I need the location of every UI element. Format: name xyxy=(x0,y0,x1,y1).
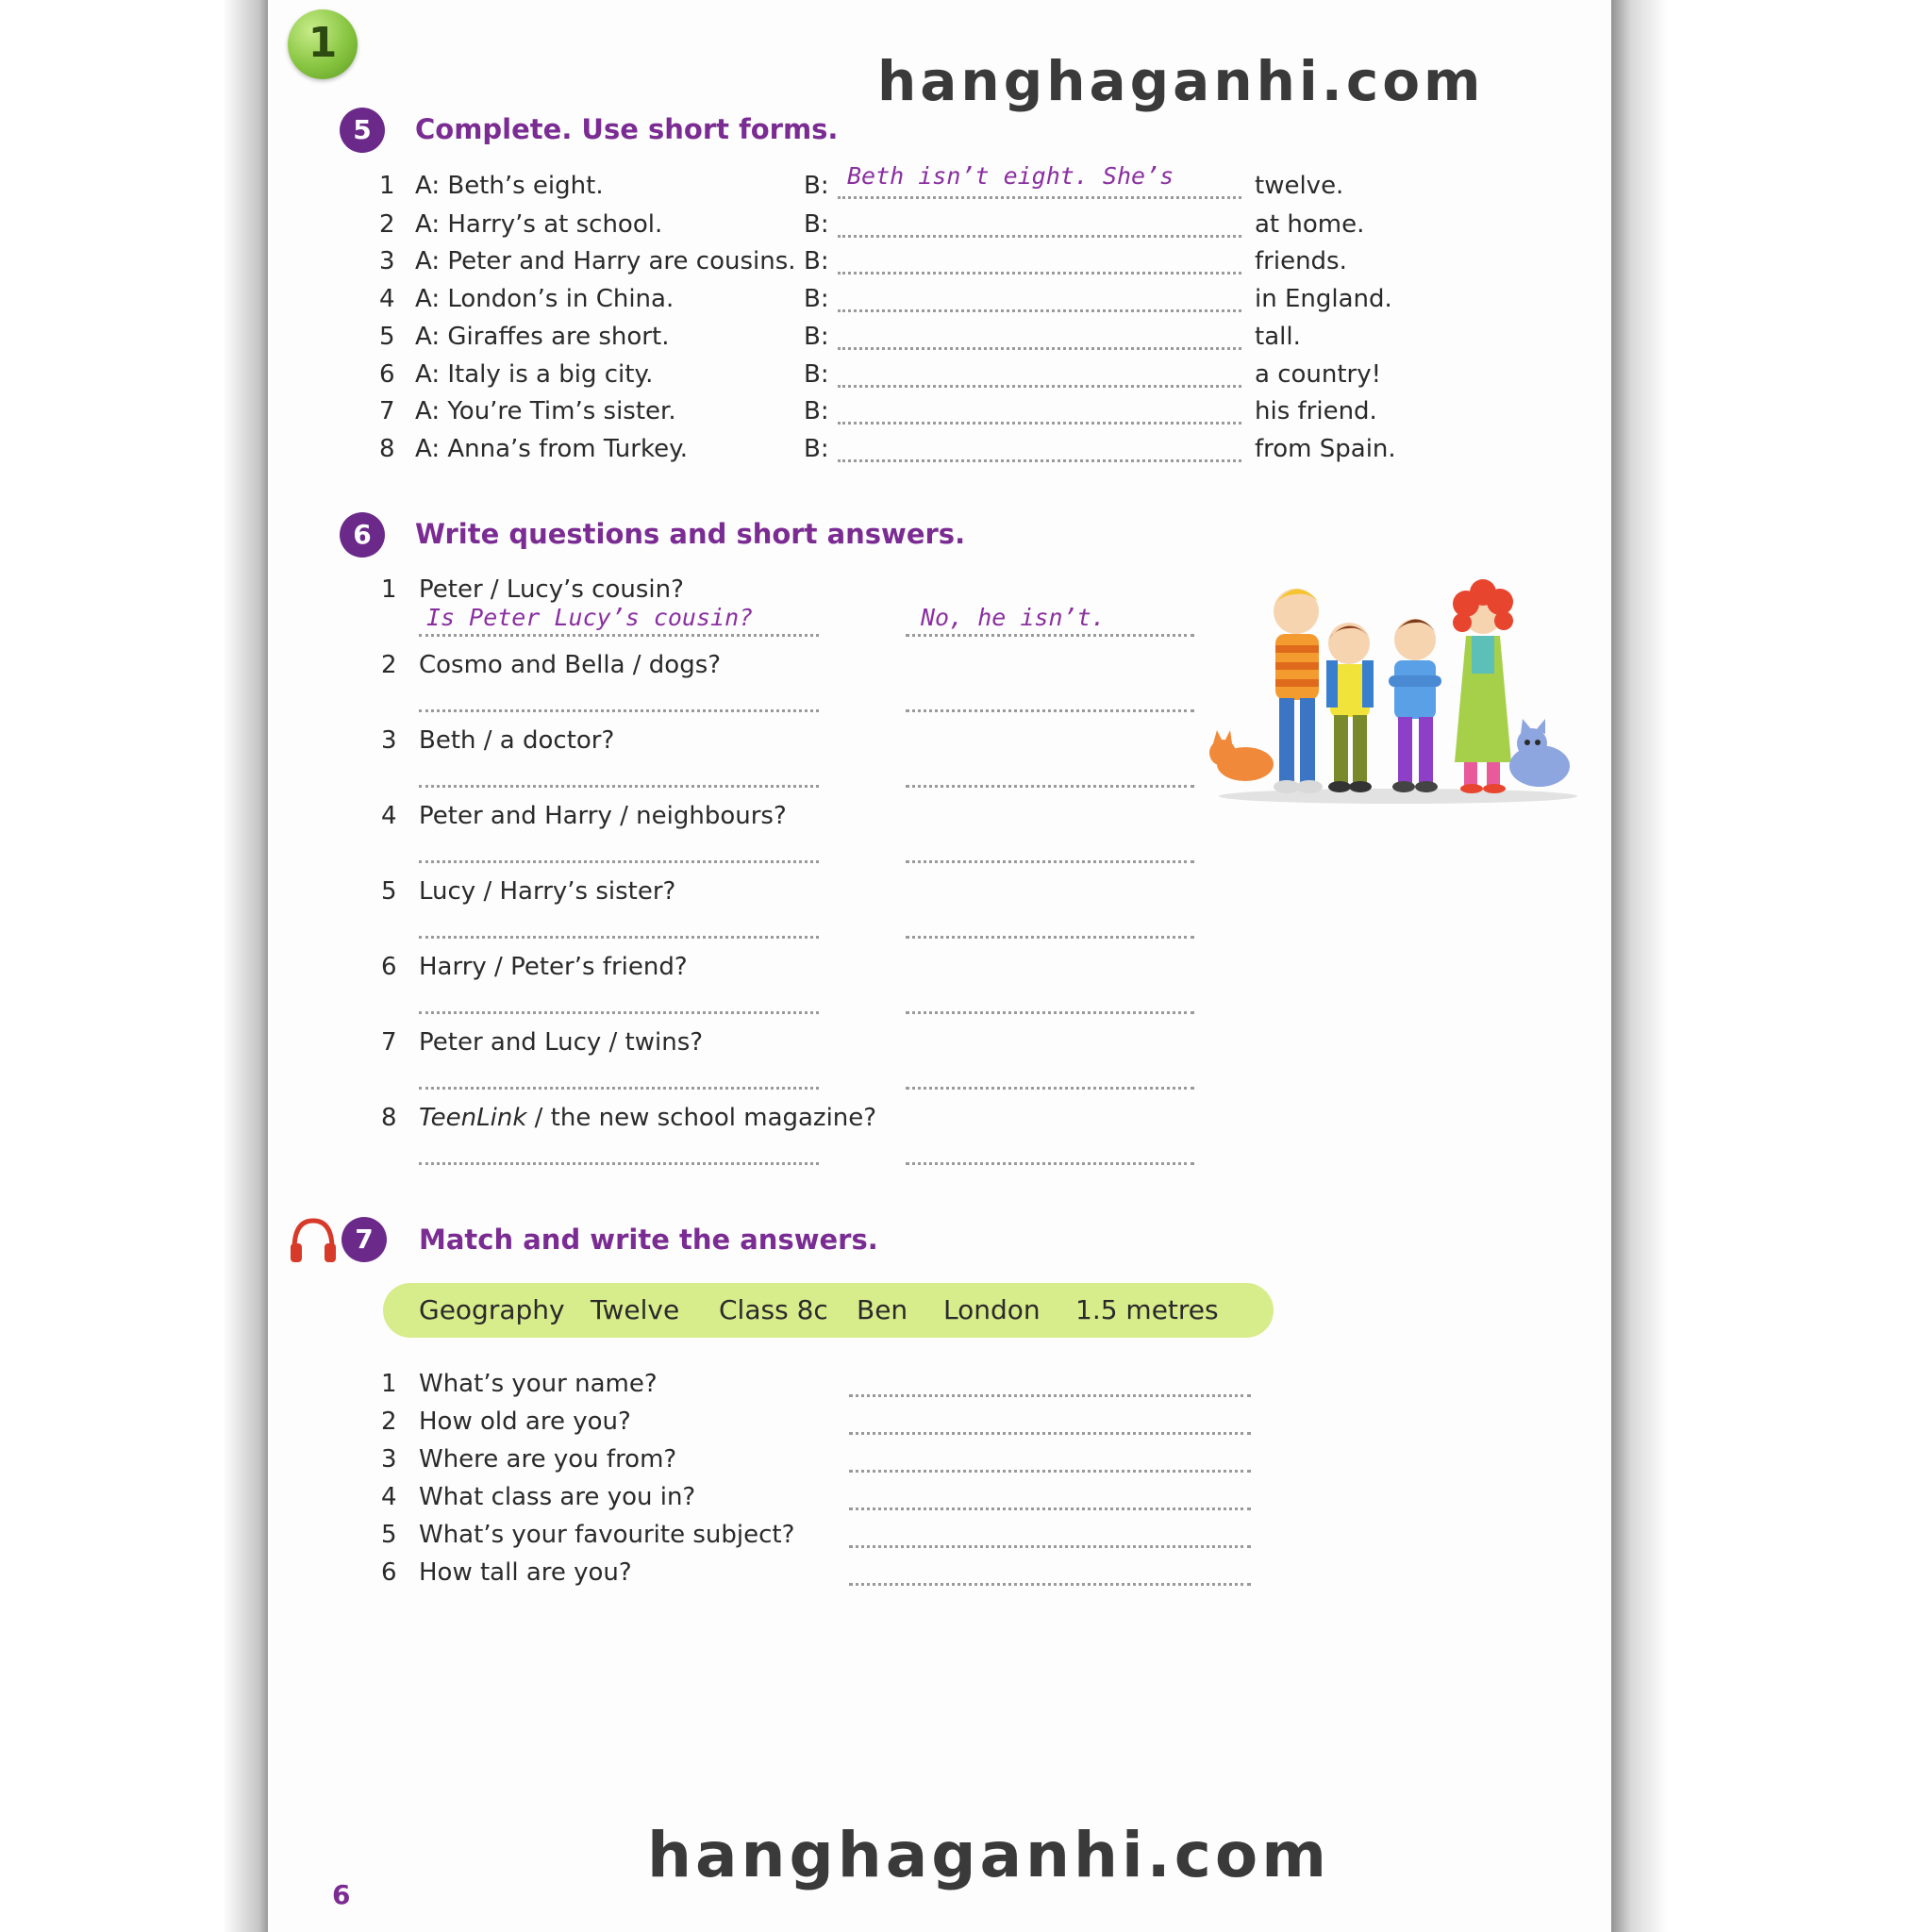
ex6-item-number: 4 xyxy=(381,802,397,830)
word-bank-word: Class 8c xyxy=(719,1294,828,1325)
ex5-row-ending: from Spain. xyxy=(1255,435,1396,463)
watermark-top: hanghaganhi.com xyxy=(877,49,1485,113)
exercise-6-badge: 6 xyxy=(340,512,385,558)
watermark-bottom: hanghaganhi.com xyxy=(647,1819,1330,1891)
ex7-answer-line[interactable] xyxy=(849,1583,1251,1586)
word-bank-word: London xyxy=(943,1294,1041,1325)
ex6-answer-line[interactable] xyxy=(906,1162,1194,1165)
ex5-answer-line[interactable] xyxy=(838,235,1241,238)
ex7-question-text: How old are you? xyxy=(419,1407,631,1436)
ex7-question-number: 4 xyxy=(381,1483,397,1511)
ex5-b-label: B: xyxy=(804,435,829,463)
ex5-answer-line[interactable] xyxy=(838,347,1241,350)
ex7-answer-line[interactable] xyxy=(849,1394,1251,1397)
ex7-answer-line[interactable] xyxy=(849,1507,1251,1510)
word-bank-word: Geography xyxy=(419,1294,565,1325)
ex7-question-text: What’s your favourite subject? xyxy=(419,1521,795,1549)
ex5-answer-line[interactable] xyxy=(838,459,1241,462)
girl-red-hair xyxy=(1453,579,1513,793)
ex5-row-number: 3 xyxy=(379,247,395,275)
boy-purple-trousers xyxy=(1389,619,1441,792)
ex5-b-label: B: xyxy=(804,285,829,313)
ex6-question-line[interactable] xyxy=(419,1162,819,1165)
ex7-question-number: 1 xyxy=(381,1370,397,1398)
ex6-answer-line[interactable] xyxy=(906,785,1194,788)
ex6-question-line[interactable] xyxy=(419,936,819,939)
ex6-answer-line[interactable] xyxy=(906,1087,1194,1090)
ex5-row-ending: in England. xyxy=(1255,285,1392,313)
ex5-row-statement: A: Anna’s from Turkey. xyxy=(415,435,689,463)
ex5-b-label: B: xyxy=(804,360,829,389)
boy-striped-shirt xyxy=(1274,589,1323,793)
ex5-row-statement: A: Italy is a big city. xyxy=(415,360,654,389)
ex5-row-statement: A: Beth’s eight. xyxy=(415,172,604,200)
ex6-item-prompt: Lucy / Harry’s sister? xyxy=(419,877,676,906)
ex7-question-text: Where are you from? xyxy=(419,1445,677,1474)
word-bank-word: Ben xyxy=(857,1294,908,1325)
ex6-item-number: 8 xyxy=(381,1104,397,1132)
ex6-answer-line[interactable] xyxy=(906,709,1194,712)
ex6-item-number: 2 xyxy=(381,651,397,679)
magazine-title: TeenLink xyxy=(419,1104,527,1132)
ex6-item-prompt: Cosmo and Bella / dogs? xyxy=(419,651,722,679)
ex7-answer-line[interactable] xyxy=(849,1545,1251,1548)
ex6-example-question: Is Peter Lucy’s cousin? xyxy=(426,604,754,631)
ex5-row-number: 6 xyxy=(379,360,395,389)
unit-badge xyxy=(288,9,358,79)
ex5-row-statement: A: Peter and Harry are cousins. xyxy=(415,247,796,275)
exercise-7-badge: 7 xyxy=(341,1217,387,1262)
ex7-question-text: What class are you in? xyxy=(419,1483,696,1511)
ex5-row-ending: at home. xyxy=(1255,210,1365,239)
ex6-item-prompt xyxy=(419,1104,876,1132)
ex7-question-text: How tall are you? xyxy=(419,1558,632,1587)
ex5-b-label: B: xyxy=(804,210,829,239)
ex6-item-prompt: Beth / a doctor? xyxy=(419,726,615,755)
headphones-icon[interactable] xyxy=(289,1217,338,1262)
page-shadow-left xyxy=(223,0,268,1932)
ex5-answer-line[interactable] xyxy=(838,422,1241,425)
kids-illustration xyxy=(1209,577,1585,804)
ex6-answer-line[interactable] xyxy=(906,634,1194,637)
ex7-question-number: 3 xyxy=(381,1445,397,1474)
ex6-answer-line[interactable] xyxy=(906,1011,1194,1014)
ex5-b-label: B: xyxy=(804,397,829,425)
exercise-7-title: Match and write the answers. xyxy=(419,1224,878,1256)
ex5-row-ending: his friend. xyxy=(1255,397,1377,425)
ex5-row-number: 8 xyxy=(379,435,395,463)
ex6-question-line[interactable] xyxy=(419,709,819,712)
word-bank-word: Twelve xyxy=(591,1294,680,1325)
ex6-item-number: 3 xyxy=(381,726,397,755)
ex5-row-statement: A: London’s in China. xyxy=(415,285,675,313)
word-bank-word: 1.5 metres xyxy=(1075,1294,1219,1325)
ex5-answer-line[interactable] xyxy=(838,309,1241,312)
ex5-row-ending: twelve. xyxy=(1255,172,1344,200)
ex5-row-number: 1 xyxy=(379,172,395,200)
unit-number: 1 xyxy=(308,19,338,67)
ex6-item-number: 1 xyxy=(381,575,397,604)
ex5-row-ending: a country! xyxy=(1255,360,1382,389)
ex6-example-answer: No, he isn’t. xyxy=(921,604,1106,631)
ex5-answer-line[interactable] xyxy=(838,196,1241,199)
ex5-row-statement: A: You’re Tim’s sister. xyxy=(415,397,676,425)
ex5-row-statement: A: Harry’s at school. xyxy=(415,210,663,239)
ex5-row-number: 2 xyxy=(379,210,395,239)
ex5-b-label: B: xyxy=(804,172,829,200)
ex6-question-line[interactable] xyxy=(419,1087,819,1090)
ex6-question-line[interactable] xyxy=(419,634,819,637)
exercise-6-title: Write questions and short answers. xyxy=(415,518,966,550)
ex5-b-label: B: xyxy=(804,247,829,275)
boy-green-trousers xyxy=(1326,623,1374,792)
ex5-answer-line[interactable] xyxy=(838,385,1241,388)
ex7-question-text: What’s your name? xyxy=(419,1370,658,1398)
ex6-item8-rest: / the new school magazine? xyxy=(526,1104,877,1132)
ex6-item-prompt: Peter and Harry / neighbours? xyxy=(419,802,787,830)
ex5-row-number: 4 xyxy=(379,285,395,313)
ex7-question-number: 6 xyxy=(381,1558,397,1587)
ex6-question-line[interactable] xyxy=(419,1011,819,1014)
page-shadow-right xyxy=(1611,0,1668,1932)
ex5-row-number: 5 xyxy=(379,323,395,351)
ex6-question-line[interactable] xyxy=(419,860,819,863)
ex7-question-number: 5 xyxy=(381,1521,397,1549)
ex6-item-number: 5 xyxy=(381,877,397,906)
ex5-row-ending: friends. xyxy=(1255,247,1347,275)
ex6-answer-line[interactable] xyxy=(906,936,1194,939)
blue-cat-icon xyxy=(1509,719,1570,787)
ex7-answer-line[interactable] xyxy=(849,1470,1251,1473)
ex5-example-answer: Beth isn’t eight. She’s xyxy=(847,162,1174,190)
ex6-item-prompt: Harry / Peter’s friend? xyxy=(419,953,688,981)
ex6-item-number: 7 xyxy=(381,1028,397,1057)
exercise-5-title: Complete. Use short forms. xyxy=(415,113,839,145)
ex6-item-prompt: Peter and Lucy / twins? xyxy=(419,1028,704,1057)
ex6-item-prompt: Peter / Lucy’s cousin? xyxy=(419,575,684,604)
ex7-answer-line[interactable] xyxy=(849,1432,1251,1435)
ex5-row-statement: A: Giraffes are short. xyxy=(415,323,670,351)
ex7-question-number: 2 xyxy=(381,1407,397,1436)
ex6-question-line[interactable] xyxy=(419,785,819,788)
ex6-answer-line[interactable] xyxy=(906,860,1194,863)
ex5-b-label: B: xyxy=(804,323,829,351)
ex5-row-number: 7 xyxy=(379,397,395,425)
exercise-5-badge: 5 xyxy=(340,108,385,153)
ex5-row-ending: tall. xyxy=(1255,323,1301,351)
orange-cat-icon xyxy=(1209,730,1274,781)
ex6-item-number: 6 xyxy=(381,953,397,981)
ex5-answer-line[interactable] xyxy=(838,272,1241,275)
page-number: 6 xyxy=(332,1879,351,1910)
